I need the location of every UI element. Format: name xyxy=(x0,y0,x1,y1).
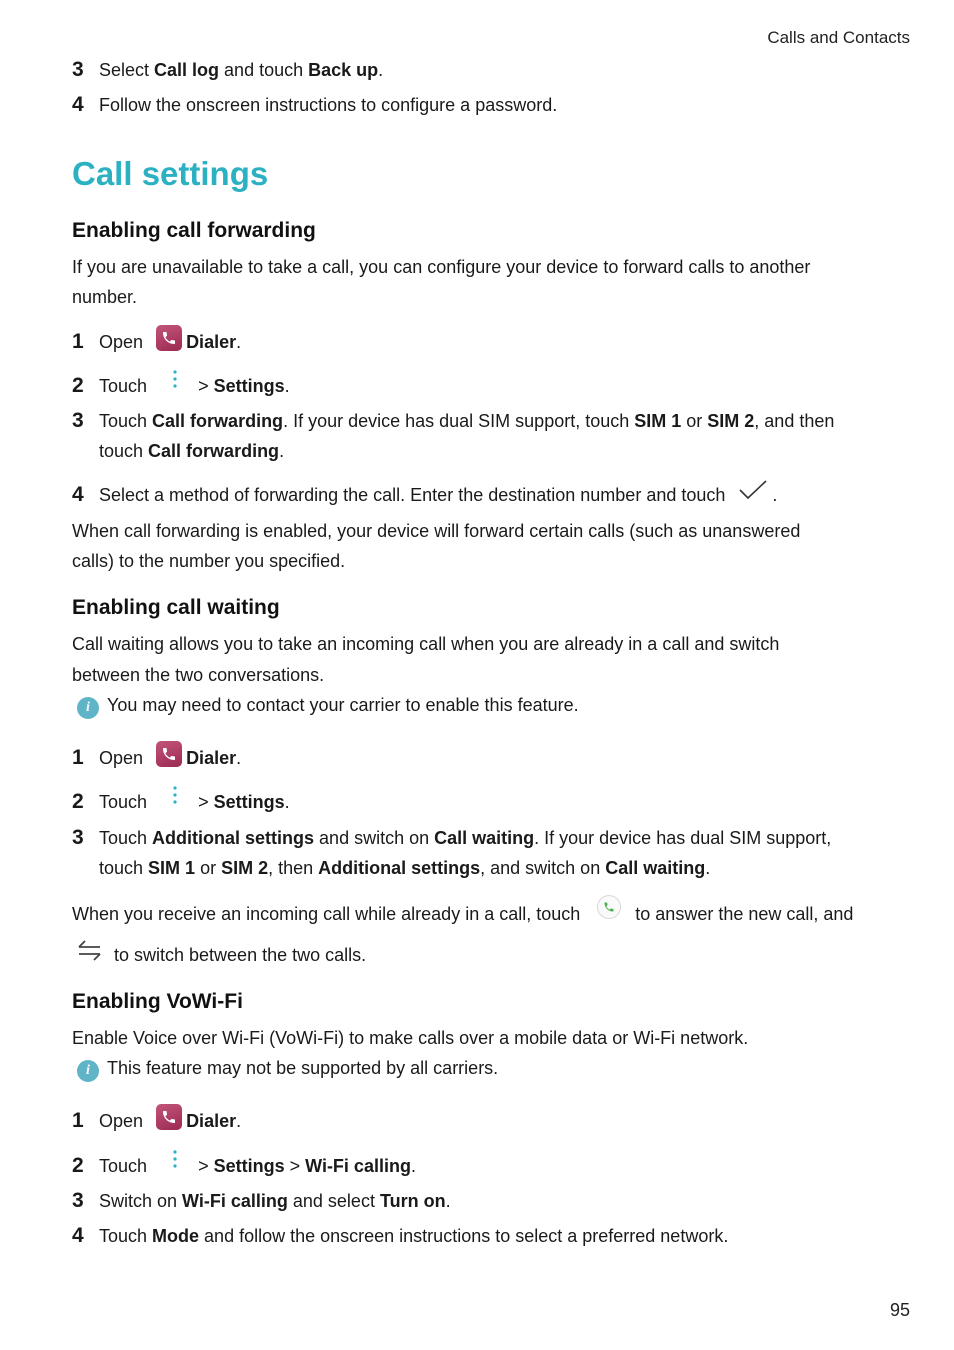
waiting-intro-line2: between the two conversations. xyxy=(72,665,325,685)
waiting-step-1: 1 Open Dialer. xyxy=(72,743,241,773)
answer-call-icon xyxy=(597,895,621,919)
forwarding-step-3: 3 Touch Call forwarding. If your device has dual SIM support, touch SIM 1 or SIM 2, and then xyxy=(72,409,835,432)
waiting-step-2: 2 Touch > Settings. xyxy=(72,787,290,817)
waiting-step-3: 3 Touch Additional settings and switch on Call waiting. If your device has dual SIM support, xyxy=(72,826,832,849)
section-heading-vowifi: Enabling VoWi-Fi xyxy=(72,990,243,1013)
dialer-app-icon xyxy=(156,741,182,767)
forwarding-intro-line1: If you are unavailable to take a call, you can configure your device to forward calls to another xyxy=(72,257,811,277)
waiting-outro-line1: When you receive an incoming call while already in a call, touch to answer the new call, and xyxy=(72,899,853,929)
forwarding-step-2: 2 Touch > Settings. xyxy=(72,371,290,401)
info-icon: i xyxy=(77,697,99,719)
forwarding-step-3-cont: touch Call forwarding. xyxy=(99,441,285,461)
forwarding-intro-line2: number. xyxy=(72,287,138,307)
section-heading-forwarding: Enabling call forwarding xyxy=(72,219,316,242)
forwarding-step-4: 4 Select a method of forwarding the call. Enter the destination number and touch . xyxy=(72,480,777,510)
waiting-outro-line2: to switch between the two calls. xyxy=(76,940,366,970)
more-vertical-icon xyxy=(166,368,184,394)
checkmark-icon xyxy=(738,478,768,502)
forwarding-outro-line1: When call forwarding is enabled, your device will forward certain calls (such as unanswered xyxy=(72,521,801,541)
forwarding-outro-line2: calls) to the number you specified. xyxy=(72,551,346,571)
waiting-note: i You may need to contact your carrier to enable this feature. xyxy=(77,690,579,720)
vowifi-step-3: 3 Switch on Wi-Fi calling and select Turn on. xyxy=(72,1189,451,1212)
section-heading-waiting: Enabling call waiting xyxy=(72,596,280,619)
more-vertical-icon xyxy=(166,784,184,810)
page-number: 95 xyxy=(889,1300,910,1320)
forwarding-step-1: 1 Open Dialer. xyxy=(72,327,241,357)
more-vertical-icon xyxy=(166,1148,184,1174)
page-title: Call settings xyxy=(72,155,269,192)
vowifi-note: i This feature may not be supported by all carriers. xyxy=(77,1053,498,1083)
waiting-step-3-cont: touch SIM 1 or SIM 2, then Additional settings, and switch on Call waiting. xyxy=(99,858,711,878)
vowifi-step-4: 4 Touch Mode and follow the onscreen instructions to select a preferred network. xyxy=(72,1224,729,1247)
waiting-intro-line1: Call waiting allows you to take an incoming call when you are already in a call and switch xyxy=(72,634,780,654)
step-number: 3 xyxy=(72,58,84,81)
step-3-backup: 3 Select Call log and touch Back up. xyxy=(72,55,383,85)
dialer-app-icon xyxy=(156,1104,182,1130)
step-4-password: 4 Follow the onscreen instructions to configure a password. xyxy=(72,90,557,120)
info-icon: i xyxy=(77,1060,99,1082)
vowifi-step-1: 1 Open Dialer. xyxy=(72,1106,241,1136)
dialer-app-icon xyxy=(156,325,182,351)
switch-calls-icon xyxy=(76,938,104,962)
step-number: 4 xyxy=(72,93,84,116)
running-header: Calls and Contacts xyxy=(767,28,910,47)
vowifi-intro: Enable Voice over Wi-Fi (VoWi-Fi) to make calls over a mobile data or Wi-Fi network. xyxy=(72,1028,749,1048)
vowifi-step-2: 2 Touch > Settings > Wi-Fi calling. xyxy=(72,1151,416,1181)
